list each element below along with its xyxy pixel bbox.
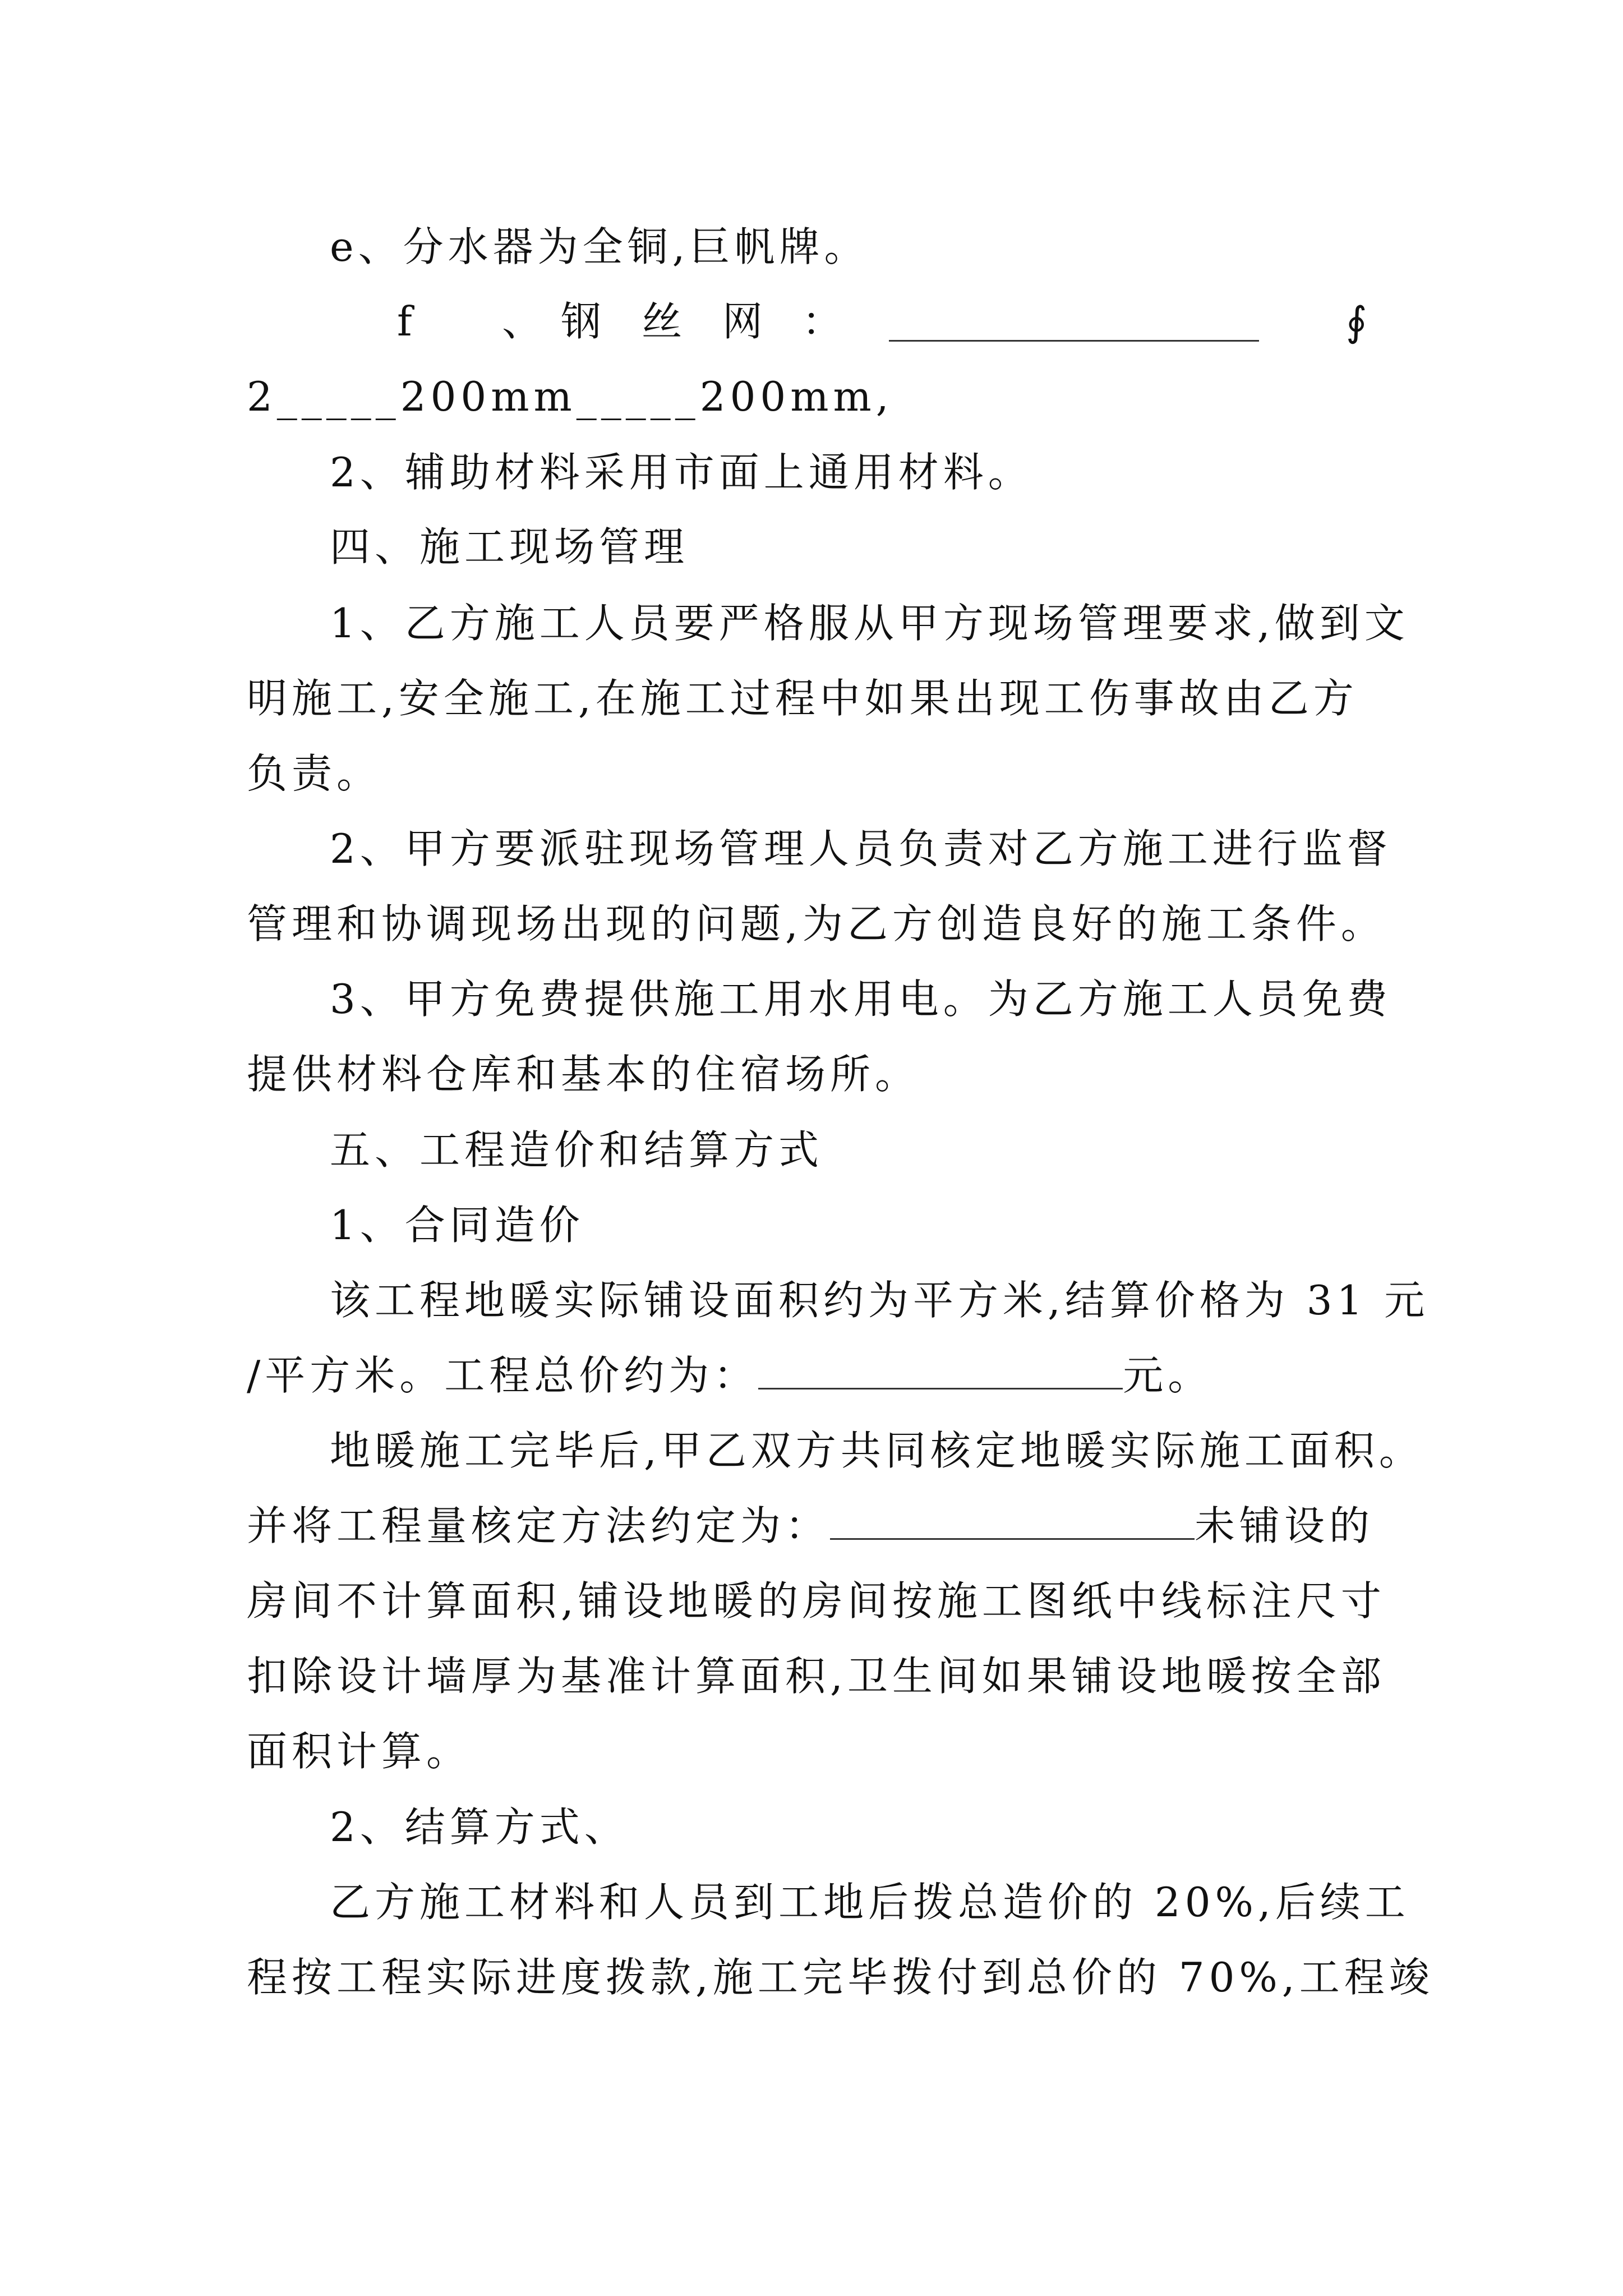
paragraph-line: 1、乙方施工人员要严格服从甲方现场管理要求,做到文	[330, 600, 1409, 647]
paragraph-line: 地暖施工完毕后,甲乙双方共同核定地暖实际施工面积。	[330, 1427, 1424, 1474]
item-f-colon: ：	[802, 298, 843, 345]
section-heading: 四、施工现场管理	[330, 523, 689, 570]
paragraph-line: 2、辅助材料采用市面上通用材料。	[330, 449, 1033, 496]
paragraph-line: 提供材料仓库和基本的住宿场所。	[247, 1051, 920, 1098]
item-f-comma: 、	[502, 298, 543, 345]
subsection-heading: 1、合同造价	[330, 1202, 584, 1249]
total-price-suffix: 元。	[1123, 1352, 1213, 1399]
paragraph-line: 房间不计算面积,铺设地暖的房间按施工图纸中线标注尺寸	[247, 1577, 1386, 1625]
item-f-char: 钢	[561, 298, 602, 345]
item-f-letter: f	[397, 298, 412, 345]
paragraph-line: 乙方施工材料和人员到工地后拨总造价的 20%,后续工	[330, 1879, 1410, 1926]
item-f-char: 网	[722, 298, 763, 345]
measure-method-line	[247, 1501, 1374, 1551]
paragraph-line: 程按工程实际进度拨款,施工完毕拨付到总价的 70%,工程竣	[247, 1954, 1434, 2001]
paragraph-line: 管理和协调现场出现的问题,为乙方创造良好的施工条件。	[247, 900, 1386, 947]
measure-method-suffix: 未铺设的	[1195, 1502, 1375, 1549]
total-price-line	[247, 1350, 1212, 1401]
total-price-prefix: /平方米。工程总价约为：	[247, 1352, 759, 1399]
paragraph-line: 扣除设计墙厚为基准计算面积,卫生间如果铺设地暖按全部	[247, 1653, 1386, 1700]
wire-mesh-blank	[889, 303, 1259, 342]
measure-method-prefix: 并将工程量核定方法约定为：	[247, 1502, 831, 1549]
measure-method-blank	[830, 1501, 1195, 1540]
paragraph-line: e、分水器为全铜,巨帆牌。	[330, 223, 869, 270]
item-f-char: 丝	[642, 298, 683, 345]
paragraph-line: 面积计算。	[247, 1728, 472, 1775]
paragraph-line: 2、甲方要派驻现场管理人员负责对乙方施工进行监督	[330, 825, 1392, 872]
paragraph-line: 2_____200mm_____200mm,	[247, 373, 893, 420]
paragraph-line: 3、甲方免费提供施工用水用电。为乙方施工人员免费	[330, 976, 1392, 1023]
section-heading: 五、工程造价和结算方式	[330, 1126, 824, 1174]
subsection-heading: 2、结算方式、	[330, 1803, 629, 1851]
total-price-blank	[758, 1351, 1123, 1389]
paragraph-line: 明施工,安全施工,在施工过程中如果出现工伤事故由乙方	[247, 675, 1358, 722]
paragraph-line: 负责。	[247, 750, 382, 797]
diameter-symbol: ∮	[1346, 298, 1367, 345]
paragraph-line: 该工程地暖实际铺设面积约为平方米,结算价格为 31 元	[330, 1277, 1430, 1324]
